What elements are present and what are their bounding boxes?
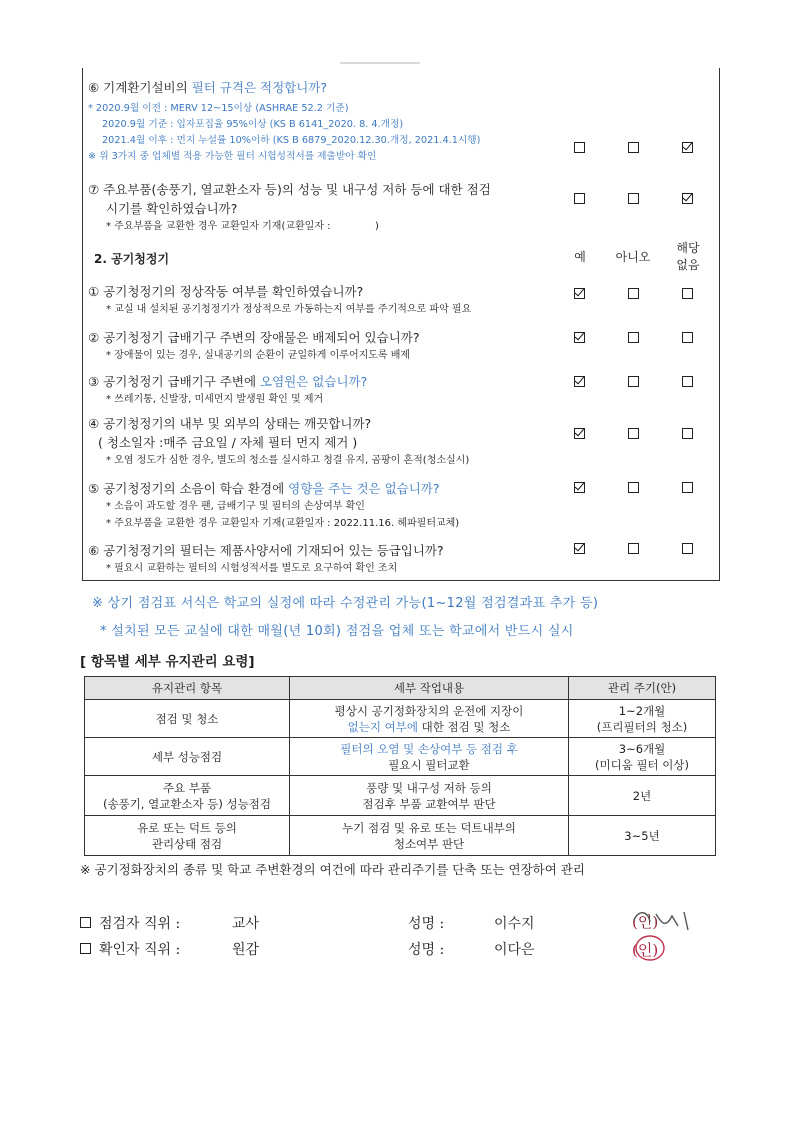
checkbox-na[interactable] [682, 376, 693, 387]
cell-work: 평상시 공기정화장치의 운전에 지장이 없는지 여부에 대한 점검 및 청소 [290, 700, 569, 738]
maintenance-table [84, 676, 716, 856]
confirmer-name-label: 성명 : [408, 942, 445, 958]
column-header: 관리 주기(안) [569, 677, 716, 700]
note: * 소음이 과도할 경우 팬, 급배기구 및 필터의 손상여부 확인 [106, 501, 365, 512]
note: * 장애물이 있는 경우, 실내공기의 순환이 균일하게 이루어지도록 배제 [106, 350, 411, 361]
checklist-item-filter-grade [88, 541, 568, 577]
checklist-item-pollutants [88, 372, 568, 408]
column-header: 유지관리 항목 [85, 677, 290, 700]
bottom-note: ※ 공기정화장치의 종류 및 학교 주변환경의 여건에 따라 관리주기를 단축 또는 연장하여 관리 [80, 862, 585, 877]
checkbox-no[interactable] [628, 288, 639, 299]
checkbox-na[interactable] [682, 193, 693, 204]
checklist-item-obstacles [88, 328, 568, 364]
table-row [85, 738, 716, 776]
checklist-item-cleanliness [88, 414, 568, 469]
checkbox-yes[interactable] [574, 543, 585, 554]
cell-cycle: 1~2개월 (프리필터의 청소) [569, 700, 716, 738]
checklist-item-operation [88, 282, 568, 318]
standard-line: ※ 위 3가지 중 업체별 적용 가능한 필터 시험성적서를 제출받아 확인 [88, 151, 377, 162]
checkbox-no[interactable] [628, 376, 639, 387]
checkbox-na[interactable] [682, 332, 693, 343]
table-row [85, 776, 716, 816]
inspector-position: 교사 [232, 916, 260, 932]
question: ⑤ 공기청정기의 소음이 학습 환경에 영향을 주는 것은 없습니까? [88, 481, 440, 496]
checkbox-yes[interactable] [574, 482, 585, 493]
note: * 필요시 교환하는 필터의 시험성적서를 별도로 요구하여 확인 조치 [106, 563, 398, 574]
checkbox-na[interactable] [682, 288, 693, 299]
checkbox-na[interactable] [682, 428, 693, 439]
confirmer-seal: (인) [632, 941, 659, 959]
checkbox-yes[interactable] [574, 376, 585, 387]
cell-cycle: 3~5년 [569, 816, 716, 856]
question-line: ⑦ 주요부품(송풍기, 열교환소자 등)의 성능 및 내구성 저하 등에 대한 점검 [88, 182, 491, 197]
checkbox-no[interactable] [628, 482, 639, 493]
checkbox-yes[interactable] [574, 142, 585, 153]
column-header: 세부 작업내용 [290, 677, 569, 700]
checkbox-no[interactable] [628, 142, 639, 153]
question: ② 공기청정기 급배기구 주변의 장애물은 배제되어 있습니까? [88, 330, 420, 345]
checkbox-no[interactable] [628, 332, 639, 343]
table-header-row [85, 677, 716, 700]
note: * 주요부품을 교환한 경우 교환일자 기재(교환일자 : ) [106, 221, 379, 232]
checkbox-no[interactable] [628, 428, 639, 439]
checkbox-confirmer[interactable] [80, 943, 91, 954]
checkbox-na[interactable] [682, 142, 693, 153]
question-highlight: 오염원은 없습니까? [260, 374, 368, 389]
inspector-role: 점검자 직위 : [80, 913, 180, 933]
note: * 쓰레기통, 신발장, 미세먼지 발생원 확인 및 제거 [106, 394, 324, 405]
cell-work: 누기 점검 및 유로 또는 덕트내부의 청소여부 판단 [290, 816, 569, 856]
question: ③ 공기청정기 급배기구 주변에 오염원은 없습니까? [88, 374, 368, 389]
cleaning-schedule: ( 청소일자 :매주 금요일 / 자체 필터 먼지 제거 ) [98, 435, 358, 450]
cell-cycle: 2년 [569, 776, 716, 816]
maintenance-title: [ 항목별 세부 유지관리 요령] [80, 654, 255, 670]
inspector-seal: (인) [632, 913, 659, 931]
table-row [85, 700, 716, 738]
cell-work: 필터의 오염 및 손상여부 등 점검 후 필요시 필터교환 [290, 738, 569, 776]
column-header-yes: 예 [574, 250, 586, 264]
question: ⑥ 기계환기설비의 필터 규격은 적정합니까? [88, 80, 328, 95]
section-title: 2. 공기청정기 [94, 252, 170, 266]
scan-mark [340, 62, 420, 64]
column-header-no: 아니오 [615, 250, 651, 264]
cell-item: 유로 또는 덕트 등의 관리상태 점검 [85, 816, 290, 856]
checklist-item-filter-spec [88, 78, 568, 165]
inspector-name: 이수지 [494, 916, 535, 932]
table-row [85, 816, 716, 856]
checkbox-yes[interactable] [574, 193, 585, 204]
note: * 오염 정도가 심한 경우, 별도의 청소를 실시하고 청결 유지, 곰팡이 흔적(청소실시) [106, 455, 470, 466]
question-highlight: 필터 규격은 적정합니까? [191, 80, 328, 95]
confirmer-name: 이다은 [494, 942, 535, 958]
question-line: 시기를 확인하였습니까? [106, 201, 238, 216]
standard-line: 2020.9월 기준 : 입자포집율 95%이상 (KS B 6141_2020. 8. 4.개정) [102, 119, 404, 130]
filter-standards [88, 101, 568, 165]
checklist-item-noise [88, 479, 568, 532]
cell-item: 세부 성능점검 [85, 738, 290, 776]
checkbox-no[interactable] [628, 193, 639, 204]
question: ① 공기청정기의 정상작동 여부를 확인하였습니까? [88, 284, 364, 299]
checkbox-no[interactable] [628, 543, 639, 554]
note: * 주요부품을 교환한 경우 교환일자 기재(교환일자 : 2022.11.16. 헤파필터교체) [106, 518, 460, 529]
checkbox-inspector[interactable] [80, 917, 91, 928]
cell-work: 풍량 및 내구성 저하 등의 점검후 부품 교환여부 판단 [290, 776, 569, 816]
checkbox-yes[interactable] [574, 428, 585, 439]
cell-item: 주요 부품 (송풍기, 열교환소자 등) 성능점검 [85, 776, 290, 816]
standard-line: * 2020.9월 이전 : MERV 12~15이상 (ASHRAE 52.2 기준) [88, 103, 349, 114]
inspection-note: * 설치된 모든 교실에 대한 매월(년 10회) 점검을 업체 또는 학교에서 반드시 실시 [100, 624, 574, 639]
question: ④ 공기청정기의 내부 및 외부의 상태는 깨끗합니까? [88, 416, 372, 431]
cell-cycle: 3~6개월 (미디움 필터 이상) [569, 738, 716, 776]
form-note: ※ 상기 점검표 서식은 학교의 실정에 따라 수정관리 가능(1~12월 점검결과표 추가 등) [92, 596, 599, 611]
confirmer-role: 확인자 직위 : [80, 939, 180, 959]
cell-item: 점검 및 청소 [85, 700, 290, 738]
checklist-item-parts-inspection [88, 180, 578, 235]
standard-line: 2021.4월 이후 : 먼지 누설률 10%이하 (KS B 6879_2020.12.30.개정, 2021.4.1시행) [102, 135, 481, 146]
confirmer-position: 원감 [232, 942, 260, 958]
inspector-name-label: 성명 : [408, 916, 445, 932]
handwritten-signatures [628, 904, 708, 976]
checkbox-yes[interactable] [574, 288, 585, 299]
question-highlight: 영향을 주는 것은 없습니까? [288, 481, 440, 496]
note: * 교실 내 설치된 공기청정기가 정상적으로 가동하는지 여부를 주기적으로 파악 필요 [106, 304, 472, 315]
question: ⑥ 공기청정기의 필터는 제품사양서에 기재되어 있는 등급입니까? [88, 543, 444, 558]
checkbox-yes[interactable] [574, 332, 585, 343]
checkbox-na[interactable] [682, 482, 693, 493]
column-header-na: 해당 없음 [676, 241, 700, 272]
checkbox-na[interactable] [682, 543, 693, 554]
